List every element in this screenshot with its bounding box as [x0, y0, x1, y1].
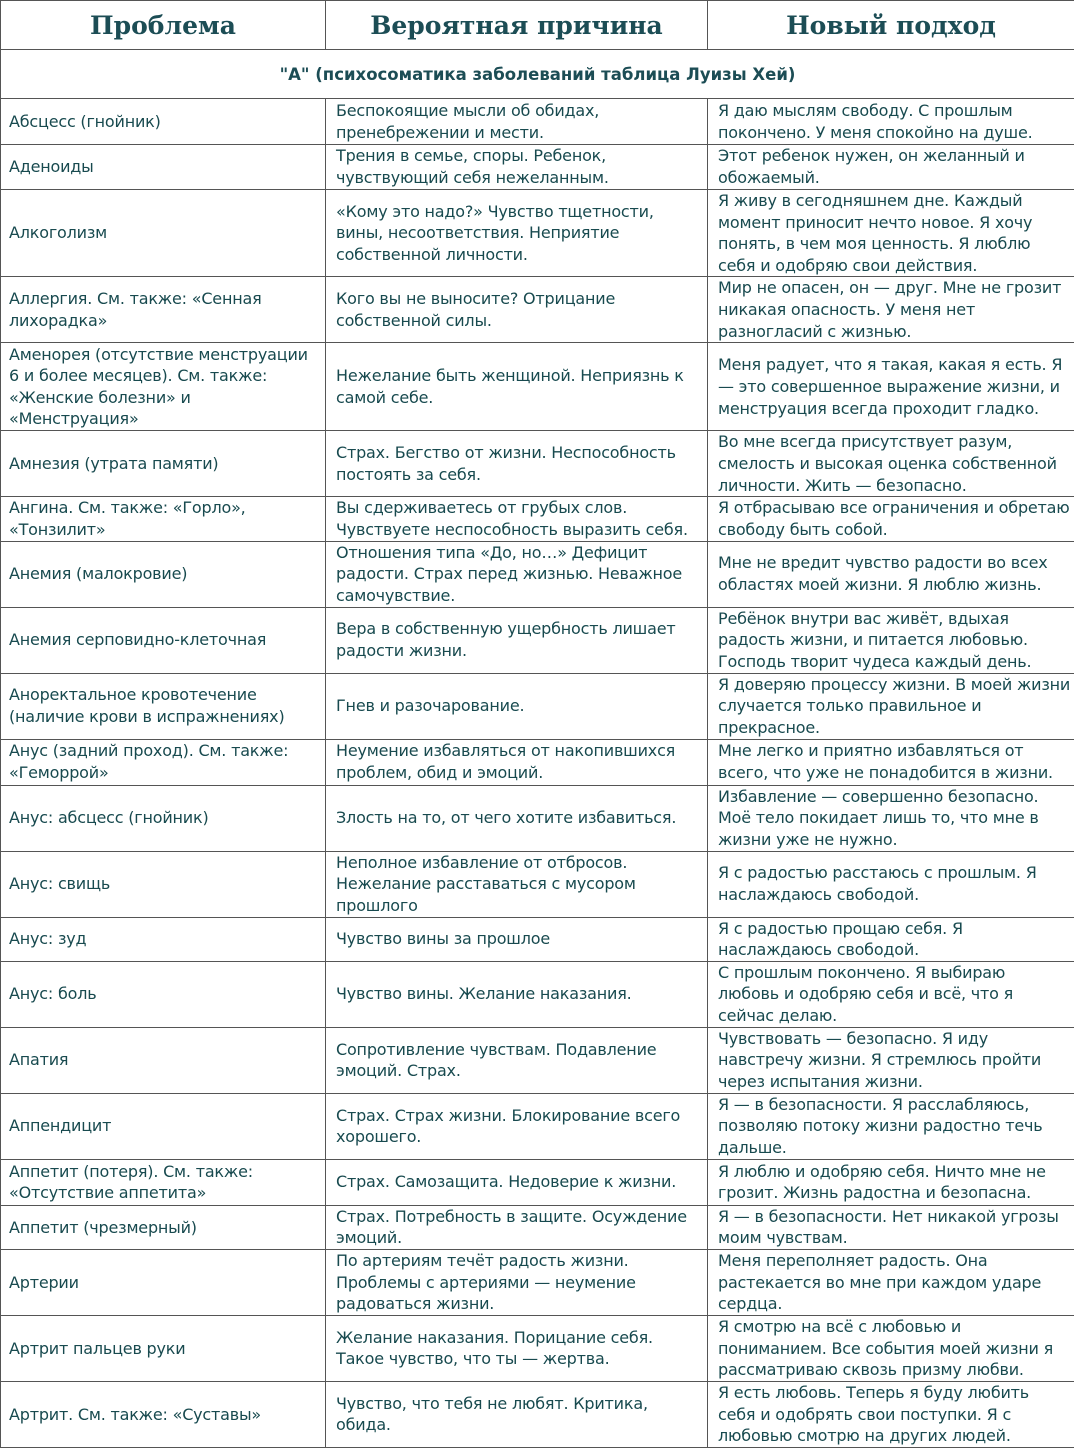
table-row	[1, 785, 1074, 851]
cause-cell: Страх. Страх жизни. Блокирование всего хорошего.	[326, 1093, 708, 1159]
problem-cell: Анус: абсцесс (гнойник)	[1, 785, 326, 851]
table-row	[1, 1093, 1074, 1159]
problem-cell: Аноректальное кровотечение (наличие крови в испражнениях)	[1, 673, 326, 739]
problem-cell: Анемия (малокровие)	[1, 541, 326, 607]
problem-cell: Анус: зуд	[1, 917, 326, 961]
table-row	[1, 541, 1074, 607]
cause-cell: Страх. Потребность в защите. Осуждение эмоций.	[326, 1205, 708, 1249]
approach-cell: Я люблю и одобряю себя. Ничто мне не грозит. Жизнь радостна и безопасна.	[708, 1159, 1074, 1205]
cause-cell: Чувство вины за прошлое	[326, 917, 708, 961]
cause-cell: Гнев и разочарование.	[326, 673, 708, 739]
table-row	[1, 961, 1074, 1027]
cause-cell: Желание наказания. Порицание себя. Такое чувство, что ты — жертва.	[326, 1315, 708, 1381]
approach-cell: Этот ребенок нужен, он желанный и обожаемый.	[708, 145, 1074, 190]
table-row	[1, 607, 1074, 673]
problem-cell: Артерии	[1, 1249, 326, 1315]
table-row	[1, 1315, 1074, 1381]
problem-cell: Анус: свищь	[1, 851, 326, 917]
table-row	[1, 917, 1074, 961]
table-row	[1, 739, 1074, 785]
cause-cell: Кого вы не выносите? Отрицание собственной силы.	[326, 277, 708, 343]
problem-cell: Алкоголизм	[1, 190, 326, 277]
cause-cell: Трения в семье, споры. Ребенок, чувствующий себя нежеланным.	[326, 145, 708, 190]
table-row	[1, 673, 1074, 739]
problem-cell: Аппетит (потеря). См. также: «Отсутствие аппетита»	[1, 1159, 326, 1205]
approach-cell: С прошлым покончено. Я выбираю любовь и одобряю себя и всё, что я сейчас делаю.	[708, 961, 1074, 1027]
approach-cell: Меня переполняет радость. Она растекается во мне при каждом ударе сердца.	[708, 1249, 1074, 1315]
column-header-cause: Вероятная причина	[326, 1, 708, 50]
problem-cell: Аменорея (отсутствие менструации 6 и более месяцев). См. также: «Женские болезни» и «Менструация»	[1, 343, 326, 431]
section-row	[1, 50, 1074, 99]
approach-cell: Во мне всегда присутствует разум, смелость и высокая оценка собственной личности. Жить — безопасно.	[708, 431, 1074, 497]
cause-cell: Нежелание быть женщиной. Неприязнь к самой себе.	[326, 343, 708, 431]
approach-cell: Ребёнок внутри вас живёт, вдыхая радость жизни, и питается любовью. Господь творит чудеса каждый день.	[708, 607, 1074, 673]
approach-cell: Я даю мыслям свободу. С прошлым покончено. У меня спокойно на душе.	[708, 99, 1074, 145]
table-row	[1, 1381, 1074, 1447]
cause-cell: Вера в собственную ущербность лишает радости жизни.	[326, 607, 708, 673]
table-row	[1, 277, 1074, 343]
approach-cell: Я смотрю на всё с любовью и пониманием. Все события моей жизни я рассматриваю сквозь призму любви.	[708, 1315, 1074, 1381]
approach-cell: Я доверяю процессу жизни. В моей жизни случается только правильное и прекрасное.	[708, 673, 1074, 739]
table-row	[1, 145, 1074, 190]
problem-cell: Ангина. См. также: «Горло», «Тонзилит»	[1, 497, 326, 541]
problem-cell: Аппендицит	[1, 1093, 326, 1159]
header-row	[1, 1, 1074, 50]
cause-cell: Чувство, что тебя не любят. Критика, обида.	[326, 1381, 708, 1447]
section-title: "А" (психосоматика заболеваний таблица Луизы Хей)	[1, 50, 1074, 99]
cause-cell: Неумение избавляться от накопившихся проблем, обид и эмоций.	[326, 739, 708, 785]
cause-cell: По артериям течёт радость жизни. Проблемы с артериями — неумение радоваться жизни.	[326, 1249, 708, 1315]
approach-cell: Мне не вредит чувство радости во всех областях моей жизни. Я люблю жизнь.	[708, 541, 1074, 607]
approach-cell: Чувствовать — безопасно. Я иду навстречу жизни. Я стремлюсь пройти через испытания жизни.	[708, 1027, 1074, 1093]
approach-cell: Меня радует, что я такая, какая я есть. Я — это совершенное выражение жизни, и менструация всегда проходит гладко.	[708, 343, 1074, 431]
cause-cell: Сопротивление чувствам. Подавление эмоций. Страх.	[326, 1027, 708, 1093]
approach-cell: Я — в безопасности. Я расслабляюсь, позволяю потоку жизни радостно течь дальше.	[708, 1093, 1074, 1159]
cause-cell: Отношения типа «До, но…» Дефицит радости. Страх перед жизнью. Неважное самочувствие.	[326, 541, 708, 607]
column-header-approach: Новый подход	[708, 1, 1074, 50]
table-row	[1, 99, 1074, 145]
problem-cell: Аденоиды	[1, 145, 326, 190]
problem-cell: Анемия серповидно-клеточная	[1, 607, 326, 673]
problem-cell: Аппетит (чрезмерный)	[1, 1205, 326, 1249]
table-row	[1, 497, 1074, 541]
problem-cell: Апатия	[1, 1027, 326, 1093]
cause-cell: Страх. Бегство от жизни. Неспособность постоять за себя.	[326, 431, 708, 497]
approach-cell: Я с радостью прощаю себя. Я наслаждаюсь свободой.	[708, 917, 1074, 961]
table-row	[1, 1027, 1074, 1093]
problem-cell: Анус (задний проход). См. также: «Геморрой»	[1, 739, 326, 785]
approach-cell: Мне легко и приятно избавляться от всего, что уже не понадобится в жизни.	[708, 739, 1074, 785]
approach-cell: Избавление — совершенно безопасно. Моё тело покидает лишь то, что мне в жизни уже не нужно.	[708, 785, 1074, 851]
problem-cell: Абсцесс (гнойник)	[1, 99, 326, 145]
table-row	[1, 431, 1074, 497]
cause-cell: Неполное избавление от отбросов. Нежелание расставаться с мусором прошлого	[326, 851, 708, 917]
cause-cell: «Кому это надо?» Чувство тщетности, вины, несоответствия. Неприятие собственной личности.	[326, 190, 708, 277]
approach-cell: Я отбрасываю все ограничения и обретаю свободу быть собой.	[708, 497, 1074, 541]
problem-cell: Артрит. См. также: «Суставы»	[1, 1381, 326, 1447]
approach-cell: Я с радостью расстаюсь с прошлым. Я наслаждаюсь свободой.	[708, 851, 1074, 917]
cause-cell: Страх. Самозащита. Недоверие к жизни.	[326, 1159, 708, 1205]
table-row	[1, 1159, 1074, 1205]
table-row	[1, 851, 1074, 917]
cause-cell: Вы сдерживаетесь от грубых слов. Чувствуете неспособность выразить себя.	[326, 497, 708, 541]
approach-cell: Мир не опасен, он — друг. Мне не грозит никакая опасность. У меня нет разногласий с жизнью.	[708, 277, 1074, 343]
table-row	[1, 343, 1074, 431]
problem-cell: Амнезия (утрата памяти)	[1, 431, 326, 497]
problem-cell: Анус: боль	[1, 961, 326, 1027]
approach-cell: Я есть любовь. Теперь я буду любить себя и одобрять свои поступки. Я с любовью смотрю на других людей.	[708, 1381, 1074, 1447]
cause-cell: Чувство вины. Желание наказания.	[326, 961, 708, 1027]
approach-cell: Я живу в сегодняшнем дне. Каждый момент приносит нечто новое. Я хочу понять, в чем моя ценность. Я люблю себя и одобряю свои действия.	[708, 190, 1074, 277]
table-row	[1, 190, 1074, 277]
column-header-problem: Проблема	[1, 1, 326, 50]
cause-cell: Беспокоящие мысли об обидах, пренебрежении и мести.	[326, 99, 708, 145]
problem-cell: Аллергия. См. также: «Сенная лихорадка»	[1, 277, 326, 343]
cause-cell: Злость на то, от чего хотите избавиться.	[326, 785, 708, 851]
table-row	[1, 1249, 1074, 1315]
table-row	[1, 1205, 1074, 1249]
approach-cell: Я — в безопасности. Нет никакой угрозы моим чувствам.	[708, 1205, 1074, 1249]
problem-cell: Артрит пальцев руки	[1, 1315, 326, 1381]
